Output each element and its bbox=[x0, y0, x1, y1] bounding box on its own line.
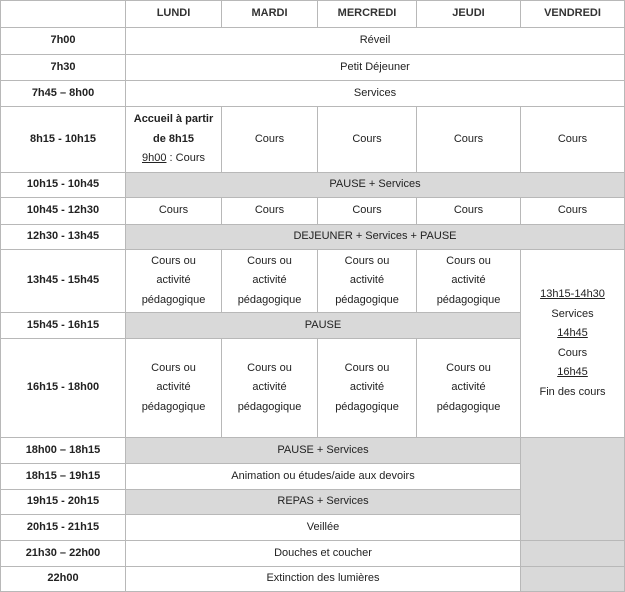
vendredi-afternoon-cell bbox=[521, 250, 625, 438]
table-row bbox=[1, 438, 625, 464]
activity-cell: Animation ou études/aide aux devoirs bbox=[126, 464, 521, 490]
activity-cell: Veillée bbox=[126, 515, 521, 541]
vendredi-empty-cell bbox=[521, 541, 625, 567]
cell-line: activité bbox=[451, 274, 486, 287]
accueil-cours-line bbox=[129, 149, 218, 169]
activity-cell: PAUSE + Services bbox=[126, 173, 625, 198]
activity-cell: Extinction des lumières bbox=[126, 567, 521, 592]
time-cell: 10h45 - 12h30 bbox=[1, 198, 126, 225]
cell-line: pédagogique bbox=[436, 400, 501, 413]
activity-cell: Cours bbox=[222, 107, 318, 173]
activity-cell: Réveil bbox=[126, 28, 625, 55]
time-cell: 16h15 - 18h00 bbox=[1, 339, 126, 438]
cell-line: activité bbox=[349, 381, 385, 394]
activity-cell: Cours bbox=[521, 107, 625, 173]
time-cell: 21h30 – 22h00 bbox=[1, 541, 126, 567]
activity-cell: PAUSE bbox=[126, 313, 521, 339]
time-cell: 7h00 bbox=[1, 28, 126, 55]
activity-cell: PAUSE + Services bbox=[126, 438, 521, 464]
activity-cell: Cours bbox=[318, 107, 417, 173]
accueil-line-1: Accueil à partir bbox=[133, 113, 214, 126]
activity-cell: Cours bbox=[318, 198, 417, 225]
cell-line: Cours ou bbox=[151, 254, 196, 267]
accueil-time: 9h00 bbox=[142, 152, 167, 165]
cell-line: Cours ou bbox=[247, 254, 292, 267]
cell-line: pédagogique bbox=[141, 293, 206, 306]
day-header-mercredi: MERCREDI bbox=[318, 1, 417, 28]
table-row bbox=[1, 567, 625, 592]
activity-cell: Douches et coucher bbox=[126, 541, 521, 567]
time-cell: 7h30 bbox=[1, 55, 126, 81]
time-cell: 18h00 – 18h15 bbox=[1, 438, 126, 464]
table-row bbox=[1, 225, 625, 250]
activity-cell: REPAS + Services bbox=[126, 490, 521, 515]
time-cell: 8h15 - 10h15 bbox=[1, 107, 126, 173]
cell-line: Cours ou bbox=[344, 254, 390, 267]
cell-line: activité bbox=[156, 381, 191, 394]
activity-cell: Services bbox=[126, 81, 625, 107]
activity-cell bbox=[222, 250, 318, 313]
time-cell: 10h15 - 10h45 bbox=[1, 173, 126, 198]
cell-line: pédagogique bbox=[237, 293, 302, 306]
table-row bbox=[1, 250, 625, 313]
activity-cell: DEJEUNER + Services + PAUSE bbox=[126, 225, 625, 250]
activity-cell: Cours bbox=[222, 198, 318, 225]
vendredi-empty-cell bbox=[521, 567, 625, 592]
lundi-accueil-cell bbox=[126, 107, 222, 173]
time-cell: 19h15 - 20h15 bbox=[1, 490, 126, 515]
cell-line: pédagogique bbox=[237, 400, 302, 413]
vendredi-time-2: 14h45 bbox=[557, 327, 588, 339]
activity-cell bbox=[417, 250, 521, 313]
cell-line: Cours ou bbox=[151, 361, 196, 374]
cell-line: pédagogique bbox=[335, 400, 399, 413]
vendredi-activity-2: Cours bbox=[557, 346, 588, 359]
table-row bbox=[1, 81, 625, 107]
time-cell: 7h45 – 8h00 bbox=[1, 81, 126, 107]
table-row bbox=[1, 541, 625, 567]
cell-line: Cours ou bbox=[247, 361, 292, 374]
cell-line: pédagogique bbox=[335, 293, 399, 306]
activity-cell bbox=[222, 339, 318, 438]
activity-cell: Cours bbox=[521, 198, 625, 225]
cell-line: activité bbox=[156, 274, 191, 287]
time-cell: 15h45 - 16h15 bbox=[1, 313, 126, 339]
cell-line: Cours ou bbox=[344, 361, 390, 374]
activity-cell: Cours bbox=[417, 107, 521, 173]
table-row bbox=[1, 55, 625, 81]
time-cell: 12h30 - 13h45 bbox=[1, 225, 126, 250]
activity-cell bbox=[318, 250, 417, 313]
cell-line: activité bbox=[252, 381, 287, 394]
activity-cell bbox=[417, 339, 521, 438]
time-cell: 22h00 bbox=[1, 567, 126, 592]
cell-line: activité bbox=[451, 381, 486, 394]
cell-line: pédagogique bbox=[141, 400, 206, 413]
vendredi-activity-1: Services bbox=[551, 307, 594, 320]
corner-cell bbox=[1, 1, 126, 28]
time-cell: 13h45 - 15h45 bbox=[1, 250, 126, 313]
cell-line: activité bbox=[252, 274, 287, 287]
activity-cell bbox=[126, 250, 222, 313]
time-cell: 18h15 – 19h15 bbox=[1, 464, 126, 490]
vendredi-empty-cell bbox=[521, 438, 625, 541]
day-header-lundi: LUNDI bbox=[126, 1, 222, 28]
vendredi-time-3: 16h45 bbox=[557, 366, 588, 378]
activity-cell: Petit Déjeuner bbox=[126, 55, 625, 81]
vendredi-time-1: 13h15-14h30 bbox=[540, 288, 605, 300]
cell-line: pédagogique bbox=[436, 293, 501, 306]
table-row bbox=[1, 173, 625, 198]
day-header-jeudi: JEUDI bbox=[417, 1, 521, 28]
header-row bbox=[1, 1, 625, 28]
table-row bbox=[1, 107, 625, 173]
day-header-mardi: MARDI bbox=[222, 1, 318, 28]
day-header-vendredi: VENDREDI bbox=[521, 1, 625, 28]
accueil-suffix: : Cours bbox=[166, 152, 205, 165]
table-row bbox=[1, 198, 625, 225]
cell-line: Cours ou bbox=[446, 254, 491, 267]
activity-cell: Cours bbox=[417, 198, 521, 225]
cell-line: Cours ou bbox=[446, 361, 491, 374]
activity-cell bbox=[318, 339, 417, 438]
vendredi-activity-3: Fin des cours bbox=[539, 385, 606, 398]
activity-cell: Cours bbox=[126, 198, 222, 225]
activity-cell bbox=[126, 339, 222, 438]
time-cell: 20h15 - 21h15 bbox=[1, 515, 126, 541]
table-row bbox=[1, 28, 625, 55]
cell-line: activité bbox=[349, 274, 385, 287]
accueil-line-2: de 8h15 bbox=[153, 132, 194, 145]
